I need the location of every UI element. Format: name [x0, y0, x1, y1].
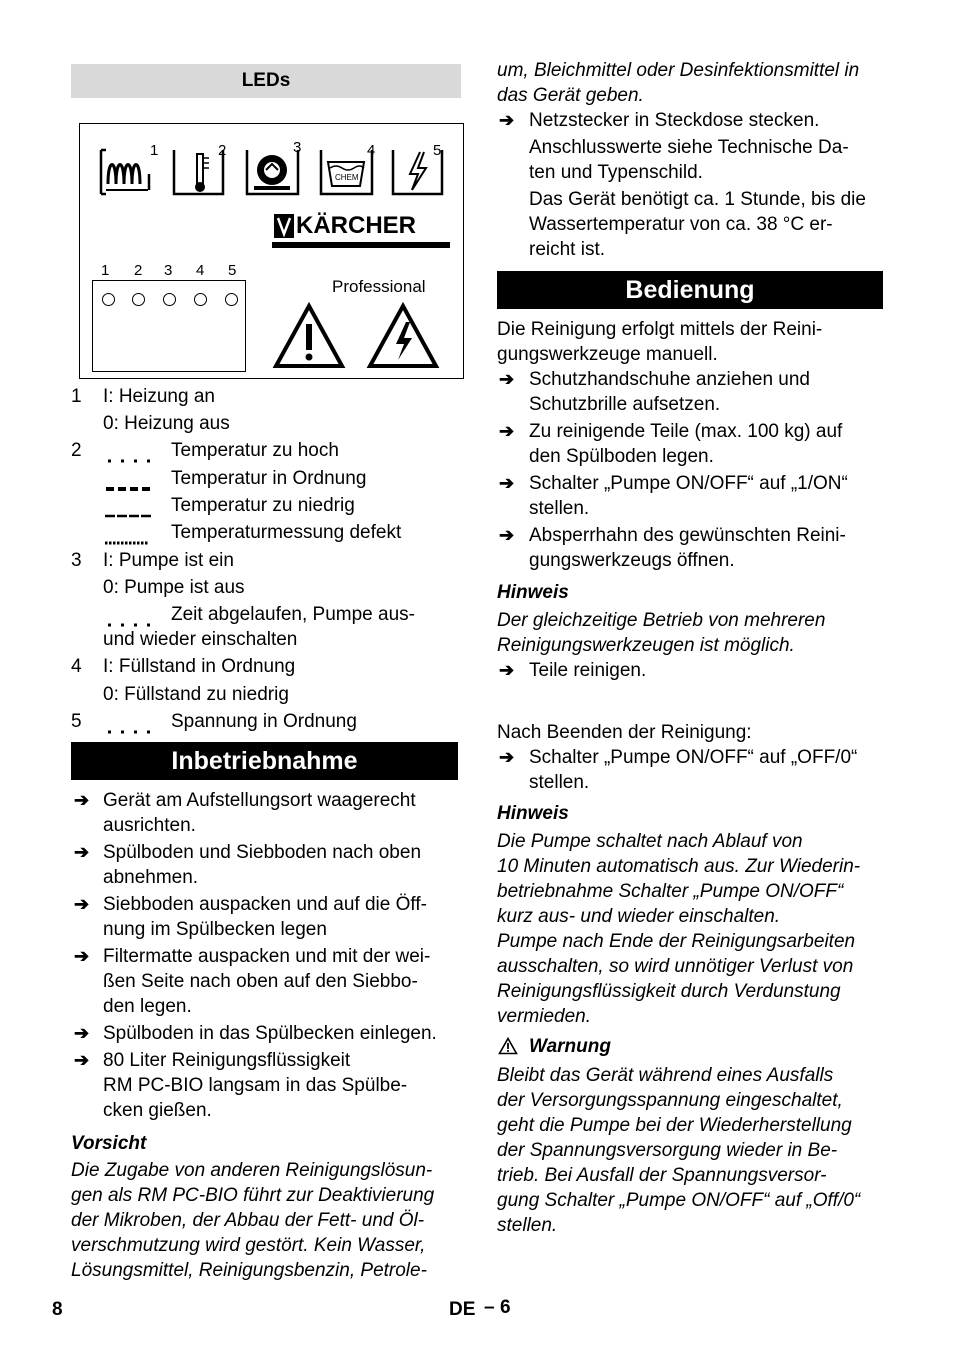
led-1: [102, 293, 115, 306]
legend-number: 5: [71, 711, 82, 732]
icon-number-2: 2: [218, 142, 227, 159]
step-line: cken gießen.: [103, 1100, 212, 1121]
legend-text: 0: Pumpe ist aus: [103, 577, 245, 598]
brand-name: KÄRCHER: [296, 212, 416, 239]
hinweis-line: Reinigungswerkzeugen ist möglich.: [497, 635, 795, 656]
step-line: stellen.: [529, 772, 590, 793]
step-line: Spülboden in das Spülbecken einlegen.: [103, 1023, 437, 1044]
inbetriebnahme-heading: Inbetriebnahme: [71, 742, 458, 780]
caution-title: Vorsicht: [71, 1133, 147, 1154]
page-number-left: 8: [52, 1299, 63, 1320]
step-line: RM PC-BIO langsam in das Spülbe-: [103, 1075, 408, 1096]
step-line: Teile reinigen.: [529, 660, 647, 681]
electric-hazard-icon: [366, 302, 440, 377]
step-line: Schalter „Pumpe ON/OFF“ auf „OFF/0“: [529, 747, 858, 768]
legend-text: und wieder einschalten: [103, 629, 298, 650]
hinweis-line: 10 Minuten automatisch aus. Zur Wiederin-: [497, 856, 861, 877]
caution-line: der Mikroben, der Abbau der Fett- und Öl-: [71, 1210, 425, 1231]
sub-line: reicht ist.: [529, 239, 606, 260]
icon-number-4: 4: [367, 142, 376, 159]
arrow-icon: ➔: [74, 946, 90, 966]
arrow-icon: ➔: [499, 421, 515, 441]
step-line: Siebboden auspacken und auf die Öff-: [103, 894, 427, 915]
led-5: [225, 293, 238, 306]
step-line: ßen Seite nach oben auf den Siebbo-: [103, 971, 418, 992]
italic-line: um, Bleichmittel oder Desinfektionsmittel in: [497, 60, 860, 81]
pump-icon: [244, 146, 298, 198]
step-line: gungswerkzeugs öffnen.: [529, 550, 735, 571]
language-code: DE: [449, 1299, 476, 1320]
legend-text: I: Pumpe ist ein: [103, 550, 234, 571]
leds-header: LEDs: [71, 64, 461, 98]
hinweis-line: Reinigungsflüssigkeit durch Verdunstung: [497, 981, 841, 1002]
led-pattern-sparse: [104, 446, 152, 471]
warning-icon: [498, 1037, 518, 1062]
sub-line: Anschlusswerte siehe Technische Da-: [529, 137, 849, 158]
hinweis-line: Die Pumpe schaltet nach Ablauf von: [497, 831, 803, 852]
led-3: [163, 293, 176, 306]
arrow-icon: ➔: [74, 894, 90, 914]
karcher-logo: [272, 212, 452, 248]
page-number-right: 6: [500, 1297, 511, 1318]
led-2: [132, 293, 145, 306]
warning-line: Bleibt das Gerät während eines Ausfalls: [497, 1065, 834, 1086]
led-number-3: 3: [164, 262, 173, 279]
led-number-2: 2: [134, 262, 143, 279]
legend-text: Zeit abgelaufen, Pumpe aus-: [171, 604, 415, 625]
legend-text: Spannung in Ordnung: [171, 711, 357, 732]
step-line: Zu reinigende Teile (max. 100 kg) auf: [529, 421, 843, 442]
warning-line: der Spannungsversorgung wieder in Be-: [497, 1140, 838, 1161]
arrow-icon: ➔: [74, 1023, 90, 1043]
led-number-1: 1: [101, 262, 110, 279]
hinweis-line: vermieden.: [497, 1006, 591, 1027]
hinweis-line: Der gleichzeitige Betrieb von mehreren: [497, 610, 826, 631]
led-pattern-sparse: [104, 717, 152, 742]
step-line: ausrichten.: [103, 815, 196, 836]
caution-line: Lösungsmittel, Reinigungsbenzin, Petrole-: [71, 1260, 427, 1281]
legend-text: 0: Heizung aus: [103, 413, 230, 434]
step-line: Schalter „Pumpe ON/OFF“ auf „1/ON“: [529, 473, 848, 494]
warning-line: gung Schalter „Pumpe ON/OFF“ auf „Off/0“: [497, 1190, 861, 1211]
arrow-icon: ➔: [74, 790, 90, 810]
hinweis-line: ausschalten, so wird unnötiger Verlust von: [497, 956, 854, 977]
led-4: [194, 293, 207, 306]
arrow-icon: ➔: [74, 842, 90, 862]
hinweis-line: betriebnahme Schalter „Pumpe ON/OFF“: [497, 881, 844, 902]
legend-text: I: Füllstand in Ordnung: [103, 656, 296, 677]
arrow-icon: ➔: [74, 1050, 90, 1070]
arrow-icon: ➔: [499, 747, 515, 767]
step-line: Schutzbrille aufsetzen.: [529, 394, 721, 415]
chem-label: CHEM: [335, 173, 359, 182]
fill-level-icon: [318, 146, 372, 198]
intro-line: Die Reinigung erfolgt mittels der Reini-: [497, 319, 823, 340]
control-panel-figure: [79, 123, 464, 379]
step-line: Spülboden und Siebboden nach oben: [103, 842, 422, 863]
step-line: Gerät am Aufstellungsort waagerecht: [103, 790, 416, 811]
arrow-icon: ➔: [499, 473, 515, 493]
hinweis-line: Pumpe nach Ende der Reinigungsarbeiten: [497, 931, 856, 952]
warning-line: stellen.: [497, 1215, 558, 1236]
icon-number-5: 5: [433, 142, 442, 159]
step-line: den Spülboden legen.: [529, 446, 714, 467]
legend-number: 3: [71, 550, 82, 571]
heating-icon: [98, 146, 152, 198]
led-box: [92, 280, 246, 372]
arrow-icon: ➔: [499, 110, 515, 130]
warning-line: geht die Pumpe bei der Wiederherstellung: [497, 1115, 852, 1136]
intro-line: gungswerkzeuge manuell.: [497, 344, 718, 365]
legend-text: Temperatur zu niedrig: [171, 495, 355, 516]
arrow-icon: ➔: [499, 660, 515, 680]
legend-number: 4: [71, 656, 82, 677]
warning-triangle-icon: [272, 302, 346, 377]
arrow-icon: ➔: [499, 369, 515, 389]
legend-text: I: Heizung an: [103, 386, 215, 407]
thermometer-icon: [171, 146, 225, 198]
led-pattern-dash-long: [104, 501, 152, 526]
warning-title: Warnung: [529, 1036, 611, 1057]
legend-text: Temperatur zu hoch: [171, 440, 339, 461]
step-line: Schutzhandschuhe anziehen und: [529, 369, 811, 390]
warning-line: der Versorgungsspannung eingeschaltet,: [497, 1090, 843, 1111]
step-line: stellen.: [529, 498, 590, 519]
step-line: Netzstecker in Steckdose stecken.: [529, 110, 820, 131]
sub-line: Das Gerät benötigt ca. 1 Stunde, bis die: [529, 189, 866, 210]
bedienung-heading: Bedienung: [497, 271, 883, 309]
hinweis-title: Hinweis: [497, 582, 569, 603]
footer-dash: –: [484, 1297, 495, 1318]
step-line: nung im Spülbecken legen: [103, 919, 327, 940]
caution-line: verschmutzung wird gestört. Kein Wasser,: [71, 1235, 426, 1256]
legend-text: 0: Füllstand zu niedrig: [103, 684, 289, 705]
legend-text: Temperaturmessung defekt: [171, 522, 402, 543]
sub-line: ten und Typenschild.: [529, 162, 703, 183]
after-line: Nach Beenden der Reinigung:: [497, 722, 752, 743]
step-line: abnehmen.: [103, 867, 199, 888]
icon-number-1: 1: [150, 142, 159, 159]
icon-number-3: 3: [293, 139, 302, 156]
step-line: Filtermatte auspacken und mit der wei-: [103, 946, 431, 967]
sub-line: Wassertemperatur von ca. 38 °C er-: [529, 214, 833, 235]
caution-line: Die Zugabe von anderen Reinigungslösun-: [71, 1160, 433, 1181]
italic-line: das Gerät geben.: [497, 85, 644, 106]
led-number-4: 4: [196, 262, 205, 279]
professional-label: Professional: [332, 277, 426, 296]
step-line: Absperrhahn des gewünschten Reini-: [529, 525, 846, 546]
led-number-5: 5: [228, 262, 237, 279]
step-line: 80 Liter Reinigungsflüssigkeit: [103, 1050, 351, 1071]
led-pattern-dash-thick: [104, 474, 152, 499]
legend-text: Temperatur in Ordnung: [171, 468, 367, 489]
warning-line: trieb. Bei Ausfall der Spannungsversor-: [497, 1165, 827, 1186]
legend-number: 1: [71, 386, 82, 407]
step-line: den legen.: [103, 996, 192, 1017]
caution-line: gen als RM PC-BIO führt zur Deaktivierung: [71, 1185, 435, 1206]
legend-number: 2: [71, 440, 82, 461]
hinweis-line: kurz aus- und wieder einschalten.: [497, 906, 781, 927]
hinweis-title: Hinweis: [497, 803, 569, 824]
arrow-icon: ➔: [499, 525, 515, 545]
